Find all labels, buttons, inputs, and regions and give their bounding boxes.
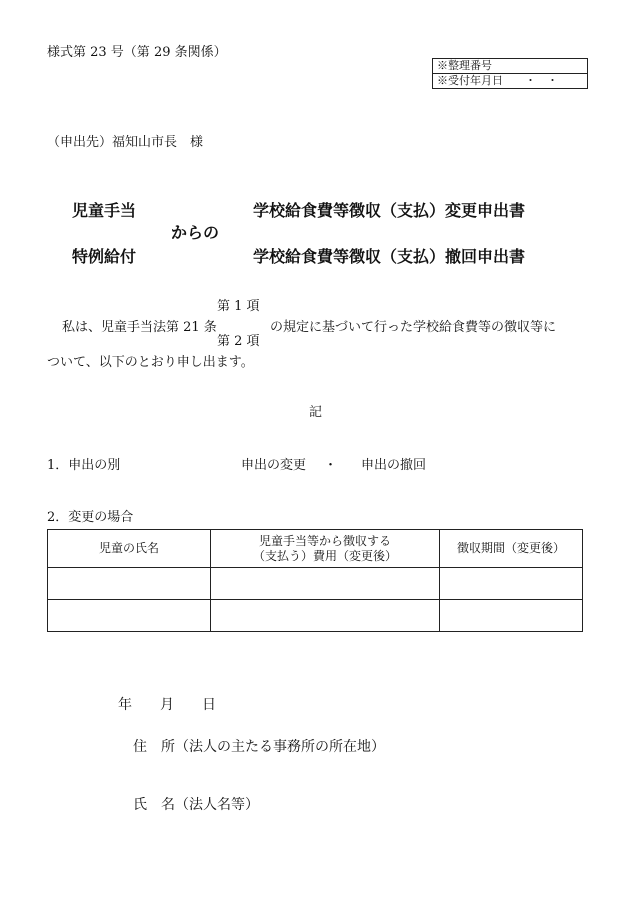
ki-heading: 記 [309, 405, 323, 420]
addressee: （申出先）福知山市長 様 [47, 135, 204, 150]
option-change: 申出の変更 [241, 458, 307, 473]
change-table [47, 529, 583, 632]
table-row [48, 568, 583, 600]
cell-period[interactable] [440, 568, 583, 600]
option-separator: ・ [324, 458, 338, 473]
management-box [432, 58, 588, 89]
paragraph-end: ついて、以下のとおり申し出ます。 [47, 355, 254, 370]
header-fee-line2: （支払う）費用（変更後） [252, 548, 397, 563]
header-child-name: 児童の氏名 [48, 530, 211, 568]
cell-child-name[interactable] [48, 568, 211, 600]
header-fee [211, 530, 440, 568]
date-line: 年 月 日 [118, 697, 216, 713]
address-line: 住 所（法人の主たる事務所の所在地） [133, 739, 385, 755]
title-child-allowance: 児童手当 [72, 201, 137, 220]
title-change-request: 学校給食費等徴収（支払）変更申出書 [253, 201, 526, 220]
cell-child-name[interactable] [48, 600, 211, 632]
header-fee-line1: 児童手当等から徴収する [258, 533, 391, 548]
header-period: 徴収期間（変更後） [440, 530, 583, 568]
section1-heading: 1．申出の別 [47, 458, 121, 473]
reference-number-field: ※整理番号 [433, 59, 588, 74]
section2-heading: 2．変更の場合 [47, 510, 134, 525]
name-line: 氏 名（法人名等） [133, 797, 259, 813]
clause-option-2: 第 2 項 [217, 334, 260, 349]
cell-fee[interactable] [211, 600, 440, 632]
receipt-date-field: ※受付年月日 ・ ・ [433, 74, 588, 89]
paragraph-middle: の規定に基づいて行った学校給食費等の徴収等に [270, 320, 557, 335]
cell-period[interactable] [440, 600, 583, 632]
clause-option-1: 第 1 項 [217, 299, 260, 314]
table-header-row [48, 530, 583, 568]
table-row [48, 600, 583, 632]
title-withdraw-request: 学校給食費等徴収（支払）撤回申出書 [253, 247, 526, 266]
option-withdraw: 申出の撤回 [361, 458, 427, 473]
paragraph-start: 私は、児童手当法第 21 条 [62, 320, 217, 335]
form-number: 様式第 23 号（第 29 条関係） [47, 45, 227, 60]
title-from: からの [171, 223, 220, 242]
cell-fee[interactable] [211, 568, 440, 600]
title-special-benefit: 特例給付 [72, 247, 137, 266]
